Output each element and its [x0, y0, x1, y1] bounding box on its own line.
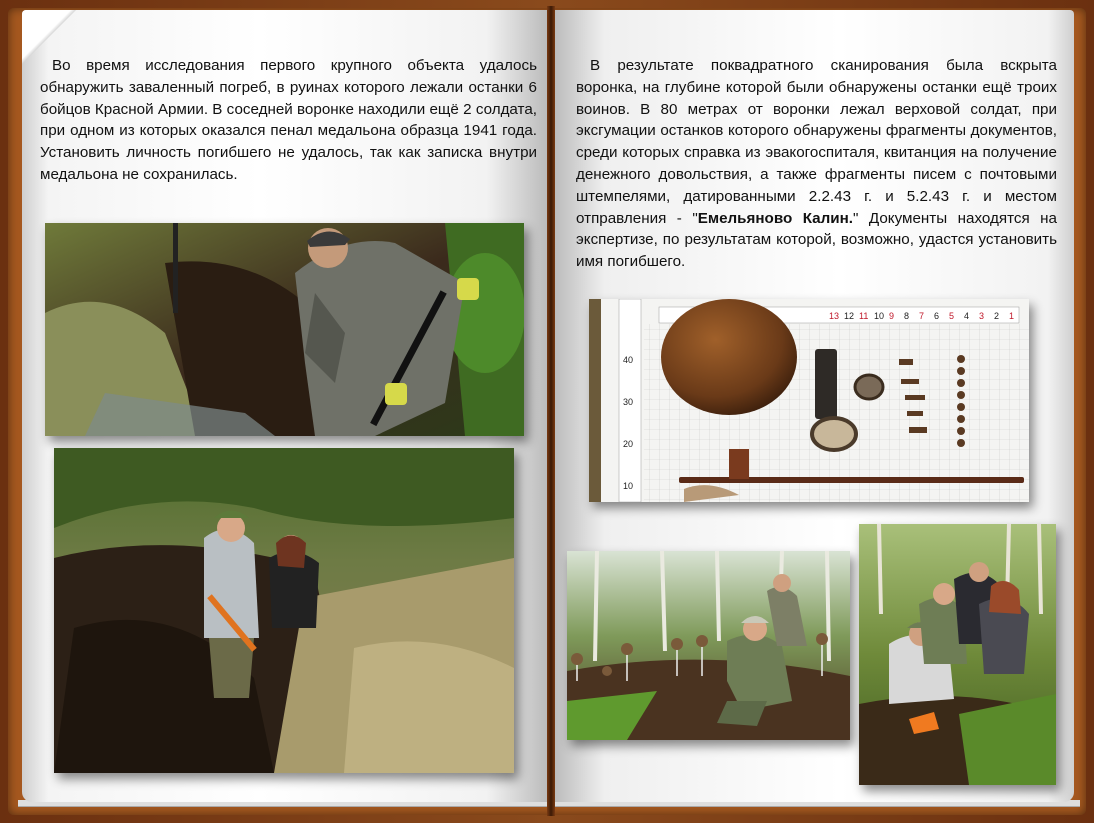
photo-searcher-kneeling	[567, 551, 850, 740]
scale-label: 12	[844, 311, 855, 321]
scale-label: 5	[949, 311, 955, 321]
scale-label: 7	[919, 311, 925, 321]
scale-label: 3	[979, 311, 985, 321]
scale-label: 2	[994, 311, 1000, 321]
scale-label: 30	[623, 397, 634, 407]
photo-group-marking	[859, 524, 1056, 785]
scale-label: 8	[904, 311, 910, 321]
scale-label: 10	[623, 481, 634, 491]
scale-label: 9	[889, 311, 895, 321]
scale-label: 20	[623, 439, 634, 449]
left-page-text	[40, 55, 537, 186]
photo-two-girls-digging	[54, 448, 514, 773]
right-page	[552, 10, 1074, 802]
right-paragraph: В результате поквадратного сканирования была вскрыта воронка, на глубине которой были обнаружены останки ещё троих воинов. В 80 метрах от воронки лежал верховой солдат, при эксгумации останков которого обнаружены фрагменты документов, среди которых справка из эвакогоспиталя, квитанция на получение денежного довольствия, а также фрагменты писем с почтовыми штемпелями, датированными 2.2.43 г. и 5.2.43 г. и местом отправления - "Емельяново Калин." Документы находятся на экспертизе, по результатам которой, возможно, удастся установить имя погибшего.	[576, 57, 1057, 271]
scale-label: 13	[829, 311, 840, 321]
left-paragraph: Во время исследования первого крупного объекта удалось обнаружить заваленный погреб, в руинах которого лежали останки 6 бойцов Красной Армии. В соседней воронке находили ещё 2 солдата, при одном из которых оказался пенал медальона образца 1941 года. Установить личность погибшего не удалось, так как записка внутри медальона не сохранилась.	[40, 57, 537, 183]
scale-label: 11	[859, 311, 869, 321]
scale-label: 10	[874, 311, 885, 321]
photo-artifacts-on-grid	[589, 299, 1029, 502]
scale-label: 4	[964, 311, 970, 321]
photo-man-digging	[45, 223, 524, 436]
scale-label: 1	[1009, 311, 1015, 321]
right-page-text	[576, 55, 1057, 273]
left-page	[22, 10, 550, 802]
place-name: Емельяново Калин.	[697, 209, 853, 227]
book-spine	[547, 6, 555, 816]
scale-label: 40	[623, 355, 634, 365]
scale-label: 6	[934, 311, 940, 321]
